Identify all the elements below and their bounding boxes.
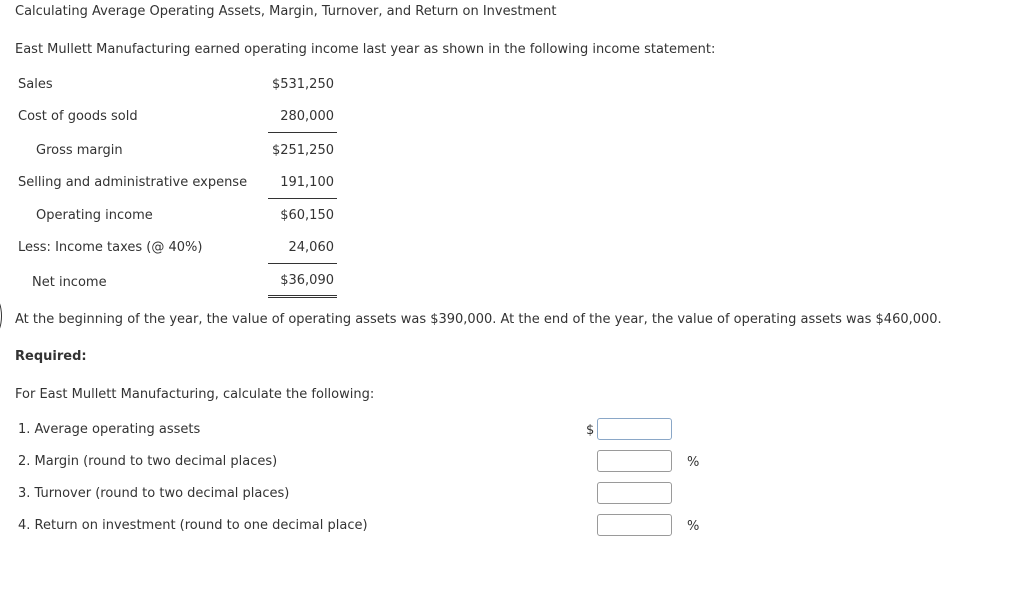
page-title: Calculating Average Operating Assets, Margin, Turnover, and Return on Investment bbox=[15, 4, 557, 19]
gross-margin-label: Gross margin bbox=[36, 143, 123, 158]
margin-input[interactable] bbox=[597, 450, 672, 472]
question-margin: 2. Margin (round to two decimal places) bbox=[18, 454, 278, 469]
margin-percent-suffix: % bbox=[687, 455, 700, 470]
gross-margin-value: $251,250 bbox=[271, 143, 334, 158]
cogs-underline bbox=[268, 132, 337, 133]
net-income-value: $36,090 bbox=[280, 273, 334, 288]
income-taxes-label: Less: Income taxes (@ 40%) bbox=[18, 240, 203, 255]
operating-assets-note: At the beginning of the year, the value of operating assets was $390,000. At the end of the year, the value of operating assets was $460,000. bbox=[15, 312, 942, 327]
selling-admin-underline bbox=[268, 198, 337, 199]
selling-admin-label: Selling and administrative expense bbox=[18, 175, 248, 190]
question-average-operating-assets: 1. Average operating assets bbox=[18, 422, 201, 437]
intro-text: East Mullett Manufacturing earned operating income last year as shown in the following income statement: bbox=[15, 42, 716, 57]
operating-income-label: Operating income bbox=[36, 208, 153, 223]
net-income-label: Net income bbox=[32, 275, 107, 290]
question-turnover: 3. Turnover (round to two decimal places) bbox=[18, 486, 290, 501]
sales-value: $531,250 bbox=[271, 77, 334, 92]
sales-label: Sales bbox=[18, 77, 53, 92]
operating-income-value: $60,150 bbox=[280, 208, 334, 223]
question-return-on-investment: 4. Return on investment (round to one decimal place) bbox=[18, 518, 368, 533]
income-taxes-underline bbox=[268, 263, 337, 264]
income-taxes-value: 24,060 bbox=[288, 240, 334, 255]
roi-percent-suffix: % bbox=[687, 519, 700, 534]
dollar-prefix: $ bbox=[586, 423, 595, 438]
instruction-text: For East Mullett Manufacturing, calculate the following: bbox=[15, 387, 375, 402]
cogs-label: Cost of goods sold bbox=[18, 109, 138, 124]
selling-admin-value: 191,100 bbox=[280, 175, 334, 190]
net-income-double-underline bbox=[268, 295, 337, 298]
cogs-value: 280,000 bbox=[280, 109, 334, 124]
turnover-input[interactable] bbox=[597, 482, 672, 504]
left-edge-marker bbox=[0, 297, 2, 335]
average-operating-assets-input[interactable] bbox=[597, 418, 672, 440]
roi-input[interactable] bbox=[597, 514, 672, 536]
required-heading: Required: bbox=[15, 349, 87, 364]
